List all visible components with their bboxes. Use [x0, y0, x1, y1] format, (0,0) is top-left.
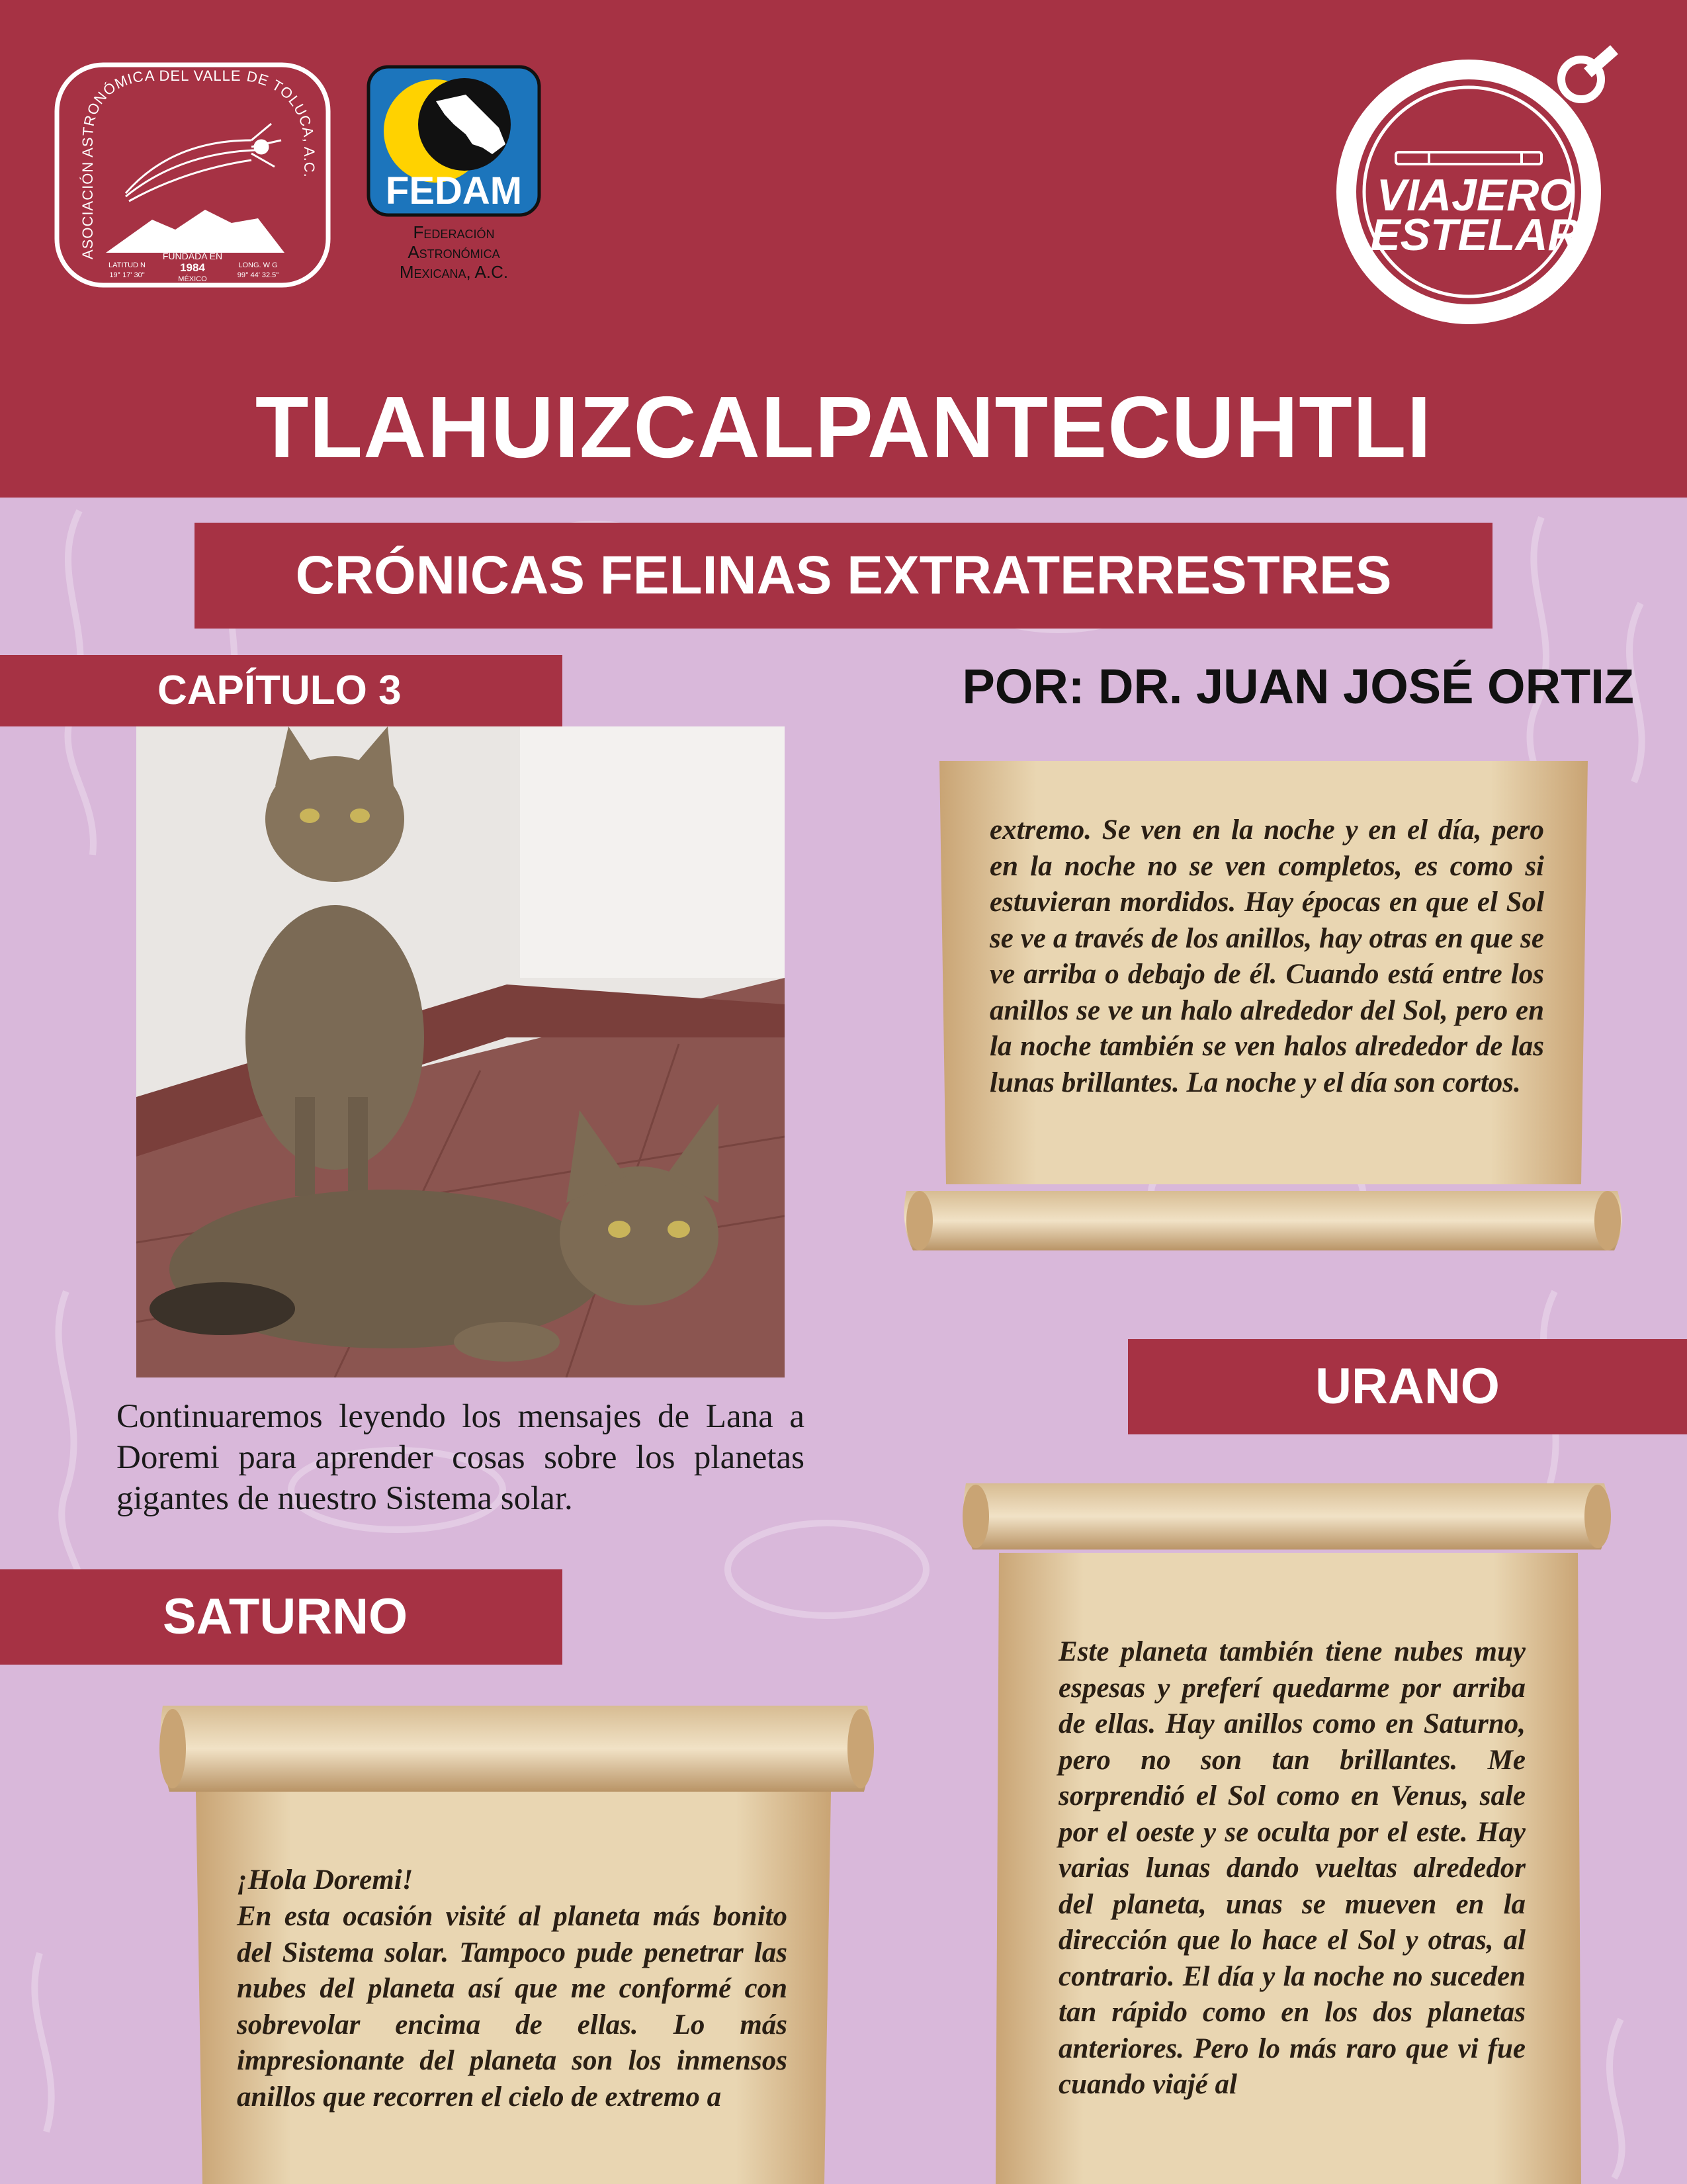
- intro-paragraph: Continuaremos leyendo los mensajes de Lana a Doremi para aprender cosas sobre los planetas gigantes de nuestro Sistema solar.: [116, 1398, 804, 1517]
- fedam-logo: [367, 65, 541, 290]
- chapter-banner: [0, 655, 562, 726]
- saturno-heading: SATURNO: [163, 1589, 408, 1645]
- sitting-cat: [245, 726, 424, 1196]
- urano-text: Este planeta también tiene nubes muy espesas y preferí quedarme por arriba de ellas. Hay anillos como en Saturno, pero no son tan brillantes. Me sorprendió el Sol como en Venus, sale por el oeste y se oculta por el este. Hay varias lunas dando vueltas alrededor del planeta, unas se mueven en la dirección que lo hace el Sol y otras, al contrario. El día y la noche no suceden tan rápido como en los dos planetas anteriores. Pero lo más raro que vi fue cuando viajé al: [1059, 1636, 1526, 2100]
- author-line: POR: DR. JUAN JOSÉ ORTIZ: [962, 659, 1634, 714]
- viajero-estelar-logo: [1323, 40, 1627, 344]
- saturno-text: En esta ocasión visité al planeta más bonito del Sistema solar. Tampoco pude penetrar las nubes del planeta así que me conformé con sobrevolar encima de ellas. Lo más impresionante del planeta son los inmensos anillos que recorren el cielo de extremo a: [237, 1901, 787, 2113]
- saturno-banner: [0, 1569, 562, 1665]
- viajero-label: VIAJERO: [1376, 170, 1575, 220]
- fedam-line1: Federación: [413, 222, 495, 242]
- cats-photo: [136, 726, 785, 1377]
- country-label: MÉXICO: [178, 275, 207, 283]
- aavt-logo: [53, 61, 332, 289]
- longitude-label: LONG. W G: [238, 261, 278, 269]
- aavt-ring-text: ASOCIACIÓN ASTRONÓMICA DEL VALLE DE TOLUCA, A.C.: [79, 67, 318, 259]
- fedam-line3: Mexicana, A.C.: [399, 262, 509, 282]
- comet-icon: [126, 124, 281, 201]
- founded-year: 1984: [180, 261, 205, 274]
- chapter-label: CAPÍTULO 3: [157, 668, 402, 713]
- volcano-icon: [106, 210, 284, 253]
- urano-heading: URANO: [1128, 1339, 1687, 1434]
- latitude-label: LATITUD N: [108, 261, 146, 269]
- subtitle-banner: CRÓNICAS FELINAS EXTRATERRESTRES: [195, 523, 1492, 629]
- fedam-line2: Astronómica: [408, 242, 500, 262]
- latitude-value: 19° 17' 30": [109, 271, 145, 279]
- estelar-label: ESTELAR: [1370, 210, 1580, 260]
- fedam-acronym: FEDAM: [385, 169, 523, 212]
- founded-label: FUNDADA EN: [162, 251, 223, 261]
- saturno-continued-text: extremo. Se ven en la noche y en el día, pero en la noche no se ven completos, es como si estuvieran mordidos. Hay épocas en que el Sol se ve a través de los anillos, hay otras en que se ve arriba o debajo de él. Cuando está entre los anillos se ve un halo alrededor del Sol, pero en la noche también se ven halos alrededor de las lunas brillantes. La noche y el día son cortos.: [990, 814, 1544, 1098]
- page-title: TLAHUIZCALPANTECUHTLI: [255, 378, 1432, 476]
- saturno-greeting: ¡Hola Doremi!: [237, 1864, 413, 1896]
- longitude-value: 99° 44' 32.5": [237, 271, 279, 279]
